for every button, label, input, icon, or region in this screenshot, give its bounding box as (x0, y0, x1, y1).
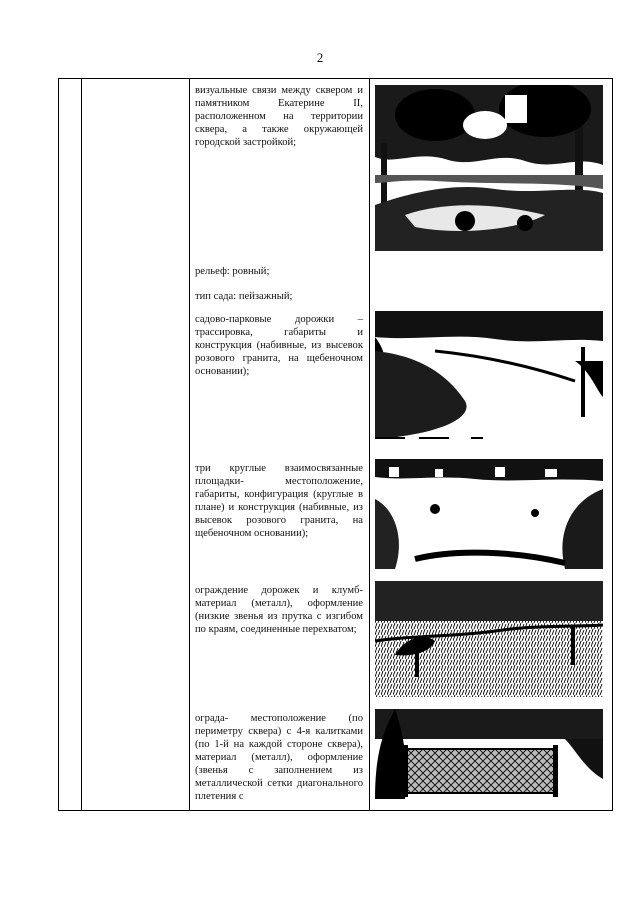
column-divider (81, 79, 82, 810)
round-platform-photo (375, 459, 603, 569)
column-divider (189, 79, 190, 810)
row-text-visual-links: визуальные связи между сквером и памятником Екатерине II, расположенном на территории сквера, а также окружающей городской застройкой; (195, 85, 363, 148)
row-text-perimeter-fence: ограда- местоположение (по периметру сквера) с 4-я калитками (по 1-й на каждой стороне сквера), материал (металл), оформление (звенья с заполнением из металлической сетки диагонального плетения с (195, 713, 363, 802)
square-with-monument-photo (375, 85, 603, 251)
perimeter-fence-photo (375, 709, 603, 799)
row-text-garden-type: тип сада: пейзажный; (195, 291, 293, 302)
document-table (58, 78, 613, 811)
row-text-path-fence: ограждение дорожек и клумб- материал (металл), оформление (низкие звенья из прутка с изгибом по краям, соединенные перехватом; (195, 585, 363, 635)
row-text-relief: рельеф: ровный; (195, 266, 270, 277)
garden-path-photo (375, 311, 603, 443)
path-fence-photo (375, 581, 603, 697)
page-number: 2 (316, 50, 324, 65)
column-divider (369, 79, 370, 810)
row-text-garden-paths: садово-парковые дорожки – трассировка, габариты и конструкция (набивные, из высевок розового гранита, на щебеночном основании); (195, 314, 363, 377)
row-text-round-platforms: три круглые взаимосвязанные площадки- местоположение, габариты, конфигурация (круглые в плане) и конструкция (набивные, из высевок розового гранита, на щебеночном основании); (195, 463, 363, 539)
